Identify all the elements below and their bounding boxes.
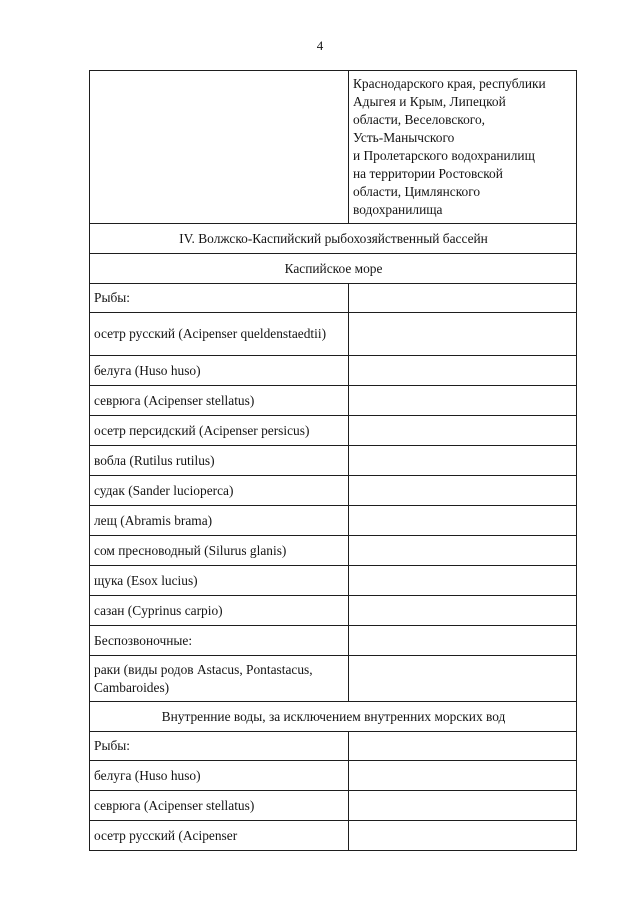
region-line: водохранилища (353, 202, 443, 217)
empty-cell (349, 356, 577, 386)
region-line: Адыгея и Крым, Липецкой (353, 94, 506, 109)
page-number: 4 (316, 38, 324, 53)
basin-heading: IV. Волжско-Каспийский рыбохозяйственный бассейн (90, 224, 577, 254)
empty-cell (349, 416, 577, 446)
table-row (90, 416, 577, 446)
empty-cell (349, 446, 577, 476)
table-row (90, 791, 577, 821)
table-row (90, 284, 577, 313)
category-cell: Рыбы: (90, 732, 349, 761)
species-cell: севрюга (Acipenser stellatus) (90, 791, 349, 821)
empty-cell (349, 596, 577, 626)
species-table (89, 70, 577, 851)
table-row (90, 732, 577, 761)
species-cell: судак (Sander lucioperca) (90, 476, 349, 506)
species-cell: осетр персидский (Acipenser persicus) (90, 416, 349, 446)
table-row (90, 596, 577, 626)
section-heading-row (90, 702, 577, 732)
table-row (90, 71, 577, 224)
species-cell: раки (виды родов Astacus, Pontastacus, Cambaroides) (90, 656, 349, 702)
table-row (90, 386, 577, 416)
species-cell: лещ (Abramis brama) (90, 506, 349, 536)
species-cell: вобла (Rutilus rutilus) (90, 446, 349, 476)
region-line: и Пролетарского водохранилищ (353, 148, 535, 163)
region-description-cell (349, 71, 577, 224)
table-row (90, 313, 577, 356)
empty-cell (349, 732, 577, 761)
table-row (90, 446, 577, 476)
category-cell: Рыбы: (90, 284, 349, 313)
category-cell: Беспозвоночные: (90, 626, 349, 656)
inland-waters-heading: Внутренние воды, за исключением внутренних морских вод (90, 702, 577, 732)
table-row (90, 626, 577, 656)
region-line: Краснодарского края, республики (353, 76, 546, 91)
empty-cell (349, 566, 577, 596)
empty-cell (349, 506, 577, 536)
empty-cell (349, 536, 577, 566)
region-line: области, Цимлянского (353, 184, 481, 199)
species-cell: щука (Esox lucius) (90, 566, 349, 596)
empty-cell (349, 476, 577, 506)
table-row (90, 356, 577, 386)
region-line: Усть-Манычского (353, 130, 455, 145)
section-heading-row (90, 254, 577, 284)
empty-cell (349, 791, 577, 821)
region-line: на территории Ростовской (353, 166, 503, 181)
caspian-sea-heading: Каспийское море (90, 254, 577, 284)
species-cell: белуга (Huso huso) (90, 356, 349, 386)
table-row (90, 506, 577, 536)
species-cell: белуга (Huso huso) (90, 761, 349, 791)
table-row (90, 566, 577, 596)
section-heading-row (90, 224, 577, 254)
empty-cell (349, 313, 577, 356)
table-row (90, 536, 577, 566)
species-cell: сом пресноводный (Silurus glanis) (90, 536, 349, 566)
empty-cell (349, 656, 577, 702)
table-row (90, 656, 577, 702)
empty-cell (349, 386, 577, 416)
region-line: области, Веселовского, (353, 112, 486, 127)
table-row (90, 761, 577, 791)
empty-cell (349, 761, 577, 791)
empty-cell (349, 626, 577, 656)
table-row (90, 821, 577, 851)
empty-cell (349, 821, 577, 851)
species-cell: осетр русский (Acipenser queldenstaedtii) (90, 313, 349, 356)
species-cell: сазан (Cyprinus carpio) (90, 596, 349, 626)
species-cell: осетр русский (Acipenser (90, 821, 349, 851)
table-cell-empty (90, 71, 349, 224)
empty-cell (349, 284, 577, 313)
table-row (90, 476, 577, 506)
species-cell: севрюга (Acipenser stellatus) (90, 386, 349, 416)
